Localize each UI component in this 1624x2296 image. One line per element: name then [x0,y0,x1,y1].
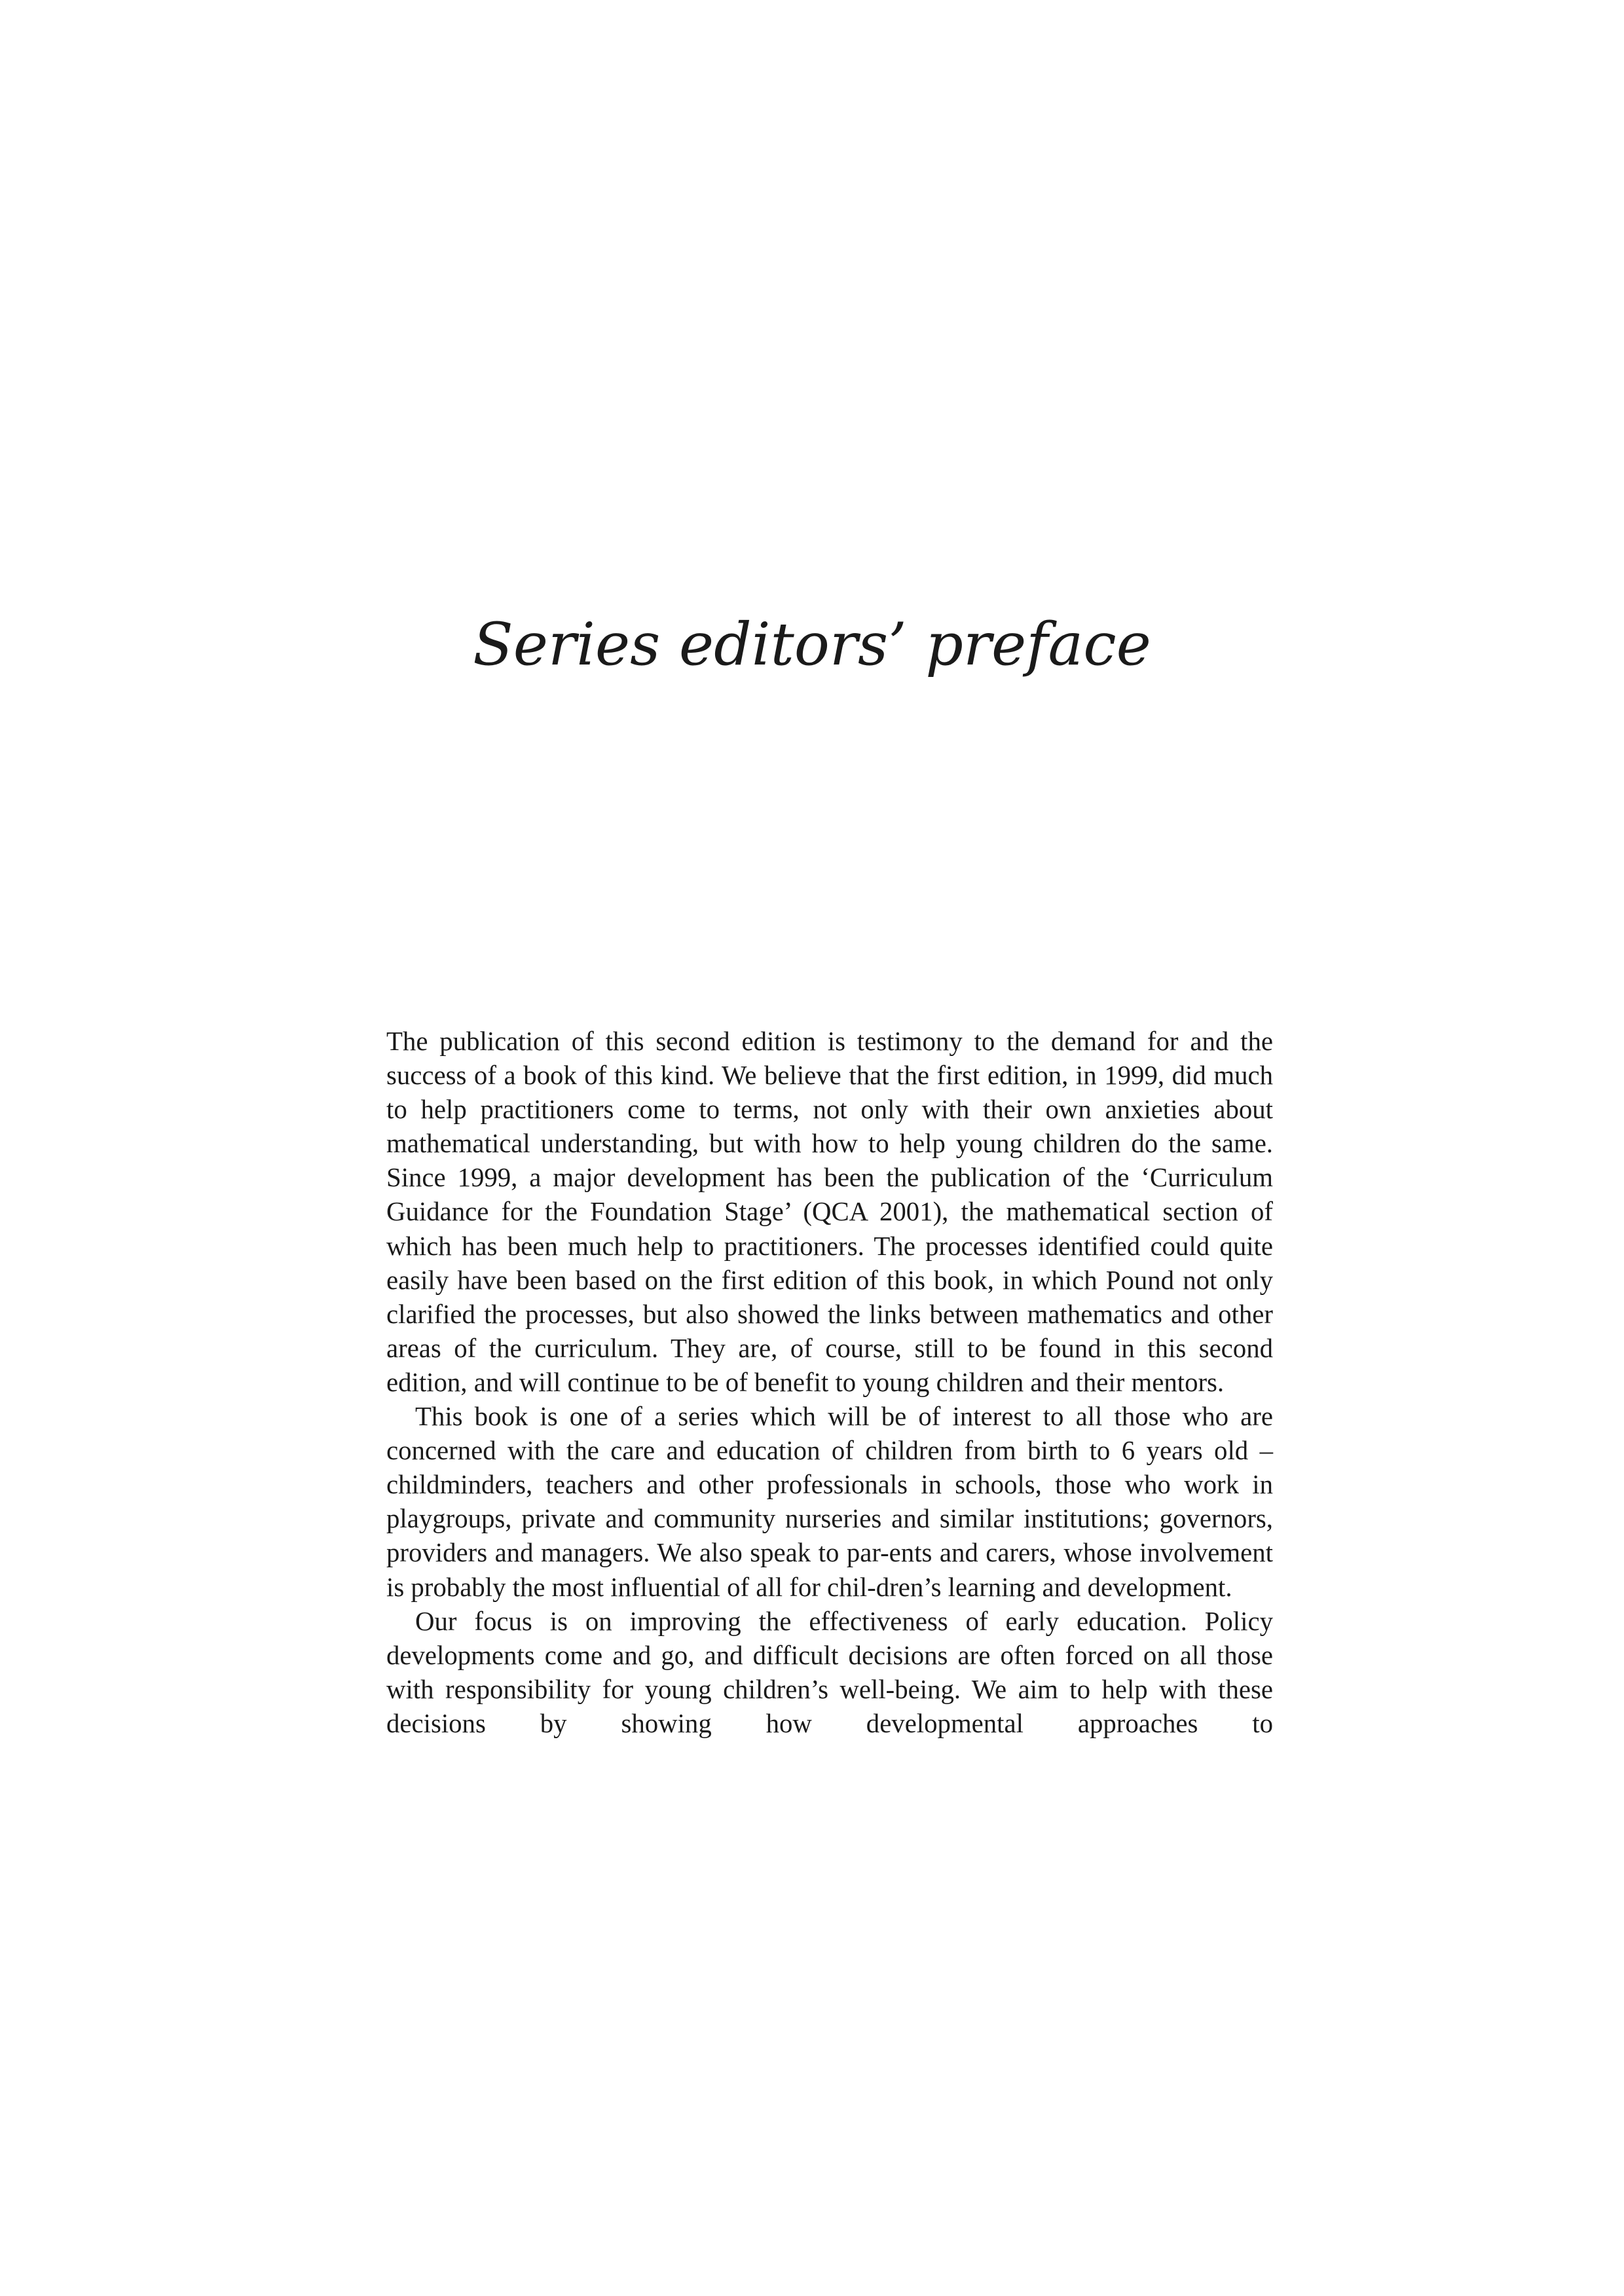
paragraph-1: The publication of this second edition is testimony to the demand for and the success of a book of this kind. We believe that the first edition, in 1999, did much to help practitioners come to terms, not only with their own anxieties about mathematical understanding, but with how to help young children do the same. Since 1999, a major development has been the publication of the ‘Curriculum Guidance for the Foundation Stage’ (QCA 2001), the mathematical section of which has been much help to practitioners. The processes identified could quite easily have been based on the first edition of this book, in which Pound not only clarified the processes, but also showed the links between mathematics and other areas of the curriculum. They are, of course, still to be found in this second edition, and will continue to be of benefit to young children and their mentors. [386,1027,1273,1397]
page-title: Series editors’ preface [473,610,1151,679]
paragraph-2: This book is one of a series which will be of interest to all those who are concerned with the care and education of children from birth to 6 years old – childminders, teachers and other professionals in schools, those who work in playgroups, private and community nurseries and similar institutions; governors, providers and managers. We also speak to par-ents and carers, whose involvement is probably the most influential of all for chil-dren’s learning and development. [386,1402,1273,1602]
paragraph-3: Our focus is on improving the effectiveness of early education. Policy developments come and go, and difficult decisions are often forced on all those with responsibility for young children’s well-being. We aim to help with these decisions by showing how developmental approaches to [386,1606,1273,1738]
body-text [386,1025,1273,1741]
